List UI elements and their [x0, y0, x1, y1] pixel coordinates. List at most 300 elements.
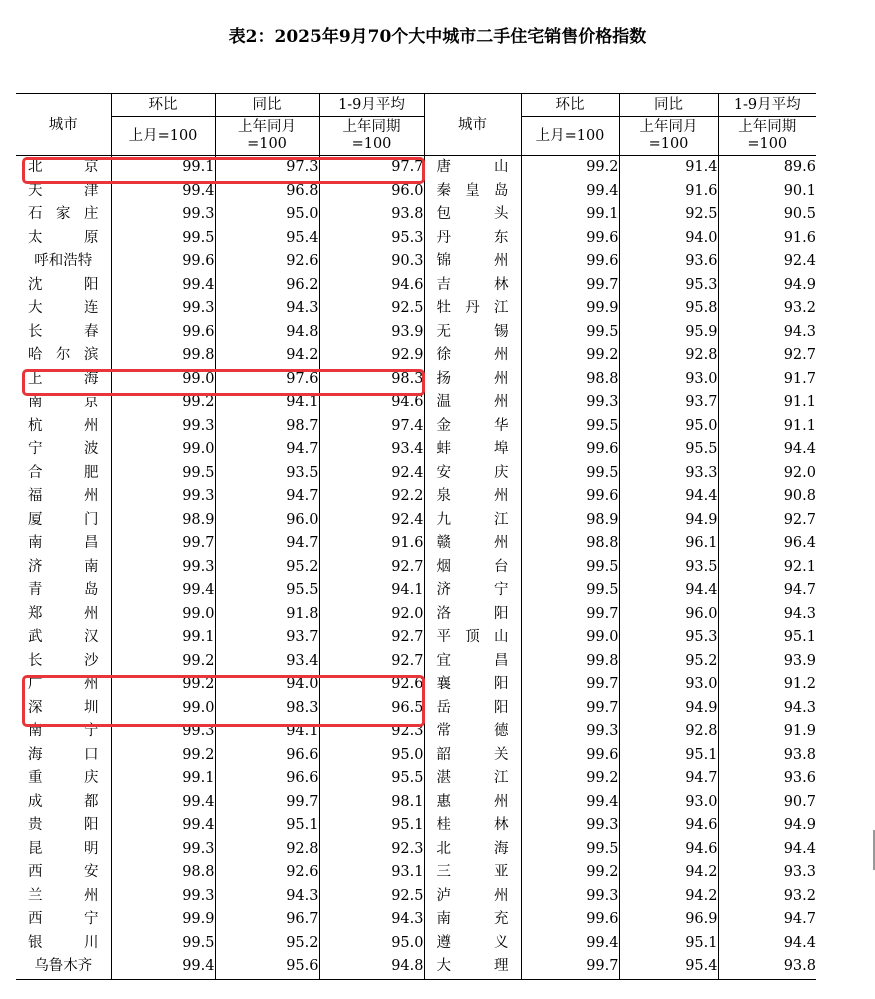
table-row	[16, 932, 816, 956]
city-name-text: 石 家 庄	[28, 206, 99, 222]
city-name-left	[16, 650, 111, 674]
city-name-text: 西 安	[28, 864, 99, 880]
mom-value: 99.4	[521, 180, 619, 204]
city-name-text: 银 川	[28, 934, 99, 951]
mom-value: 99.1	[111, 767, 215, 791]
city-name-text: 吉 林	[436, 276, 509, 293]
mom-value: 99.5	[521, 321, 619, 345]
mom-value: 99.8	[521, 650, 619, 674]
yoy-value: 94.7	[215, 485, 319, 509]
mom-value: 99.6	[521, 438, 619, 462]
city-name-text: 合 肥	[28, 464, 99, 481]
table-row	[16, 227, 816, 251]
avg-value: 92.6	[319, 673, 424, 697]
mom-value: 99.2	[521, 861, 619, 885]
yoy-value: 95.0	[215, 203, 319, 227]
city-name-left	[16, 274, 111, 298]
header-row-1	[16, 94, 816, 117]
yoy-value: 94.7	[215, 438, 319, 462]
city-name-text: 杭 州	[28, 417, 99, 434]
city-name-right	[424, 673, 521, 697]
city-name-text: 宁 波	[28, 441, 99, 457]
city-name-text: 北 海	[436, 840, 509, 857]
table-row	[16, 321, 816, 345]
mom-base-left: 上月=100	[111, 117, 215, 156]
city-name-left	[16, 556, 111, 580]
mom-value: 99.6	[521, 908, 619, 932]
highlight-beijing	[22, 157, 425, 184]
city-name-right	[424, 485, 521, 509]
city-name-text: 广 州	[28, 676, 99, 692]
avg-value: 93.9	[718, 650, 816, 674]
avg-value: 93.1	[319, 861, 424, 885]
city-name-left	[16, 415, 111, 439]
avg-value: 91.9	[718, 720, 816, 744]
table-row	[16, 814, 816, 838]
yoy-value: 93.7	[215, 626, 319, 650]
avg-value: 95.0	[319, 932, 424, 956]
mom-value: 98.9	[521, 509, 619, 533]
yoy-value: 91.6	[619, 180, 718, 204]
yoy-value: 93.6	[619, 250, 718, 274]
city-name-left	[16, 626, 111, 650]
mom-value: 98.9	[111, 509, 215, 533]
avg-value: 94.7	[718, 908, 816, 932]
mom-value: 99.4	[111, 955, 215, 979]
city-name-text: 湛 江	[436, 770, 509, 786]
table-row	[16, 626, 816, 650]
avg-value: 93.6	[718, 767, 816, 791]
city-name-left	[16, 250, 111, 274]
avg-header-right: 1-9月平均	[718, 94, 816, 117]
avg-value: 97.7	[319, 156, 424, 180]
mom-value: 99.3	[521, 885, 619, 909]
city-name-right	[424, 344, 521, 368]
avg-value: 94.4	[718, 438, 816, 462]
mom-value: 99.3	[111, 885, 215, 909]
avg-value: 94.3	[718, 321, 816, 345]
city-header-right: 城市	[424, 94, 521, 156]
mom-value: 98.8	[521, 532, 619, 556]
mom-value: 99.3	[111, 838, 215, 862]
city-name-right	[424, 838, 521, 862]
yoy-value: 92.5	[619, 203, 718, 227]
avg-value: 92.4	[718, 250, 816, 274]
city-name-text: 福 州	[28, 488, 99, 504]
avg-value: 93.3	[718, 861, 816, 885]
avg-value: 95.3	[319, 227, 424, 251]
city-name-right	[424, 791, 521, 815]
avg-value: 94.4	[718, 932, 816, 956]
yoy-value: 94.7	[619, 767, 718, 791]
city-name-right	[424, 227, 521, 251]
yoy-value: 95.4	[619, 955, 718, 979]
yoy-value: 96.6	[215, 744, 319, 768]
city-name-right	[424, 932, 521, 956]
avg-value: 92.3	[319, 838, 424, 862]
mom-value: 99.5	[111, 932, 215, 956]
avg-value: 92.7	[319, 626, 424, 650]
yoy-value: 94.2	[215, 344, 319, 368]
mom-value: 99.0	[111, 603, 215, 627]
avg-value: 91.1	[718, 415, 816, 439]
city-name-text: 上 海	[28, 370, 99, 387]
mom-value: 99.6	[111, 321, 215, 345]
table-row	[16, 744, 816, 768]
avg-base-right: 上年同期=100	[718, 117, 816, 156]
table-row	[16, 462, 816, 486]
city-name-text: 深 圳	[28, 699, 99, 716]
yoy-value: 95.0	[619, 415, 718, 439]
avg-value: 94.1	[319, 579, 424, 603]
city-name-right	[424, 391, 521, 415]
table-row	[16, 250, 816, 274]
table-title: 表2：2025年9月70个大中城市二手住宅销售价格指数	[228, 27, 647, 47]
avg-value: 92.0	[319, 603, 424, 627]
yoy-value: 94.1	[215, 720, 319, 744]
city-name-text: 太 原	[28, 229, 99, 246]
city-name-right	[424, 556, 521, 580]
avg-value: 93.9	[319, 321, 424, 345]
avg-value: 91.6	[718, 227, 816, 251]
city-name-text: 安 庆	[436, 464, 509, 481]
city-name-text: 惠 州	[436, 793, 509, 810]
yoy-value: 94.7	[215, 532, 319, 556]
mom-value: 99.4	[111, 579, 215, 603]
avg-value: 92.0	[718, 462, 816, 486]
yoy-value: 92.6	[215, 250, 319, 274]
avg-value: 94.9	[718, 814, 816, 838]
mom-value: 99.7	[521, 274, 619, 298]
yoy-value: 95.5	[215, 579, 319, 603]
city-name-text: 呼和浩特	[34, 253, 93, 269]
avg-value: 94.6	[319, 274, 424, 298]
avg-value: 92.7	[718, 344, 816, 368]
yoy-header-left: 同比	[215, 94, 319, 117]
mom-value: 99.6	[111, 250, 215, 274]
city-name-text: 宜 昌	[436, 652, 509, 669]
avg-value: 92.5	[319, 885, 424, 909]
yoy-value: 95.9	[619, 321, 718, 345]
avg-value: 91.7	[718, 368, 816, 392]
yoy-value: 94.9	[619, 509, 718, 533]
avg-value: 95.1	[718, 626, 816, 650]
city-name-right	[424, 180, 521, 204]
yoy-value: 96.8	[215, 180, 319, 204]
yoy-value: 92.6	[215, 861, 319, 885]
city-name-right	[424, 509, 521, 533]
city-name-left	[16, 744, 111, 768]
mom-value: 99.3	[521, 391, 619, 415]
city-name-right	[424, 368, 521, 392]
city-name-right	[424, 532, 521, 556]
yoy-value: 93.0	[619, 368, 718, 392]
city-name-left	[16, 509, 111, 533]
avg-value: 96.5	[319, 697, 424, 721]
avg-value: 94.3	[319, 908, 424, 932]
city-name-text: 包 头	[436, 206, 509, 222]
table-row	[16, 885, 816, 909]
avg-value: 92.1	[718, 556, 816, 580]
city-name-text: 泸 州	[436, 887, 509, 904]
city-name-right	[424, 156, 521, 180]
yoy-value: 94.3	[215, 885, 319, 909]
yoy-base-right: 上年同月=100	[619, 117, 718, 156]
city-name-text: 蚌 埠	[436, 441, 509, 457]
city-name-text: 长 沙	[28, 652, 99, 669]
yoy-value: 95.1	[619, 744, 718, 768]
yoy-value: 95.1	[215, 814, 319, 838]
city-name-text: 武 汉	[28, 629, 99, 645]
mom-value: 99.2	[521, 344, 619, 368]
city-name-text: 哈 尔 滨	[28, 347, 99, 363]
mom-value: 98.8	[111, 861, 215, 885]
yoy-value: 95.6	[215, 955, 319, 979]
table-row	[16, 861, 816, 885]
city-name-text: 锦 州	[436, 253, 509, 269]
city-name-text: 韶 关	[436, 746, 509, 763]
city-name-text: 西 宁	[28, 911, 99, 927]
avg-value: 95.1	[319, 814, 424, 838]
city-name-text: 牡 丹 江	[436, 300, 509, 316]
city-name-left	[16, 485, 111, 509]
mom-value: 99.7	[521, 603, 619, 627]
avg-value: 94.7	[718, 579, 816, 603]
yoy-value: 94.4	[619, 579, 718, 603]
city-name-right	[424, 250, 521, 274]
table-row	[16, 415, 816, 439]
mom-value: 99.4	[521, 791, 619, 815]
avg-value: 92.3	[319, 720, 424, 744]
city-name-text: 泉 州	[436, 488, 509, 504]
city-name-left	[16, 579, 111, 603]
table-row	[16, 485, 816, 509]
city-name-right	[424, 885, 521, 909]
yoy-value: 93.5	[619, 556, 718, 580]
city-name-text: 岳 阳	[436, 699, 509, 716]
yoy-value: 94.2	[619, 861, 718, 885]
mom-value: 99.3	[111, 297, 215, 321]
city-name-left	[16, 955, 111, 979]
mom-value: 99.9	[111, 908, 215, 932]
city-name-text: 无 锡	[436, 323, 509, 340]
mom-value: 99.6	[521, 227, 619, 251]
city-name-left	[16, 321, 111, 345]
table-row	[16, 438, 816, 462]
avg-value: 89.6	[718, 156, 816, 180]
highlight-guangzhou-shenzhen	[22, 675, 425, 727]
yoy-value: 96.1	[619, 532, 718, 556]
table-row	[16, 767, 816, 791]
mom-value: 99.4	[111, 274, 215, 298]
mom-value: 99.1	[111, 626, 215, 650]
mom-value: 99.9	[521, 297, 619, 321]
city-name-right	[424, 955, 521, 979]
yoy-value: 94.4	[619, 485, 718, 509]
yoy-value: 98.7	[215, 415, 319, 439]
city-name-right	[424, 438, 521, 462]
city-name-right	[424, 462, 521, 486]
city-name-text: 重 庆	[28, 770, 99, 786]
avg-value: 91.1	[718, 391, 816, 415]
mom-value: 99.5	[521, 579, 619, 603]
mom-value: 99.4	[111, 180, 215, 204]
yoy-value: 93.3	[619, 462, 718, 486]
yoy-value: 94.6	[619, 814, 718, 838]
city-name-text: 唐 山	[436, 159, 509, 175]
avg-value: 94.6	[319, 391, 424, 415]
city-name-text: 丹 东	[436, 229, 509, 246]
mom-value: 99.3	[111, 556, 215, 580]
table-row	[16, 955, 816, 979]
avg-value: 92.9	[319, 344, 424, 368]
yoy-header-right: 同比	[619, 94, 718, 117]
city-name-text: 昆 明	[28, 840, 99, 857]
avg-value: 98.1	[319, 791, 424, 815]
city-name-text: 九 江	[436, 511, 509, 528]
yoy-value: 95.3	[619, 626, 718, 650]
table-row	[16, 556, 816, 580]
mom-value: 99.2	[521, 156, 619, 180]
avg-value: 93.8	[718, 955, 816, 979]
mom-value: 99.5	[521, 838, 619, 862]
mom-header-right: 环比	[521, 94, 619, 117]
yoy-value: 95.2	[619, 650, 718, 674]
city-name-text: 烟 台	[436, 558, 509, 575]
city-name-text: 海 口	[28, 746, 99, 763]
mom-value: 99.3	[111, 720, 215, 744]
city-name-left	[16, 203, 111, 227]
highlight-shanghai	[22, 369, 425, 396]
city-name-right	[424, 297, 521, 321]
table-row	[16, 344, 816, 368]
city-name-left	[16, 532, 111, 556]
city-name-text: 桂 林	[436, 817, 509, 833]
city-name-right	[424, 650, 521, 674]
yoy-value: 94.0	[619, 227, 718, 251]
city-name-text: 乌鲁木齐	[34, 958, 93, 974]
mom-value: 99.3	[521, 814, 619, 838]
mom-value: 99.5	[111, 227, 215, 251]
yoy-value: 97.3	[215, 156, 319, 180]
city-name-left	[16, 438, 111, 462]
yoy-value: 91.4	[619, 156, 718, 180]
city-name-text: 温 州	[436, 394, 509, 410]
city-name-text: 常 德	[436, 723, 509, 739]
table-row	[16, 274, 816, 298]
avg-value: 90.3	[319, 250, 424, 274]
city-name-text: 赣 州	[436, 535, 509, 551]
city-name-text: 南 宁	[28, 723, 99, 739]
avg-value: 90.8	[718, 485, 816, 509]
yoy-value: 94.2	[619, 885, 718, 909]
yoy-value: 92.8	[619, 720, 718, 744]
table-row	[16, 579, 816, 603]
mom-value: 99.1	[521, 203, 619, 227]
yoy-value: 94.1	[215, 391, 319, 415]
mom-value: 99.6	[521, 744, 619, 768]
mom-value: 99.5	[521, 415, 619, 439]
table-row	[16, 532, 816, 556]
avg-value: 93.8	[718, 744, 816, 768]
yoy-value: 96.0	[215, 509, 319, 533]
city-name-text: 南 充	[436, 911, 509, 927]
yoy-value: 94.9	[619, 697, 718, 721]
avg-value: 94.9	[718, 274, 816, 298]
city-name-left	[16, 227, 111, 251]
mom-value: 99.0	[111, 438, 215, 462]
city-name-right	[424, 415, 521, 439]
yoy-value: 98.3	[215, 697, 319, 721]
city-name-text: 青 岛	[28, 582, 99, 598]
avg-value: 97.4	[319, 415, 424, 439]
mom-value: 99.2	[111, 391, 215, 415]
avg-value: 96.4	[718, 532, 816, 556]
yoy-value: 93.4	[215, 650, 319, 674]
yoy-value: 93.7	[619, 391, 718, 415]
yoy-value: 95.2	[215, 556, 319, 580]
mom-value: 99.5	[521, 462, 619, 486]
avg-value: 95.0	[319, 744, 424, 768]
yoy-value: 93.5	[215, 462, 319, 486]
city-name-text: 厦 门	[28, 511, 99, 528]
avg-header-left: 1-9月平均	[319, 94, 424, 117]
city-name-right	[424, 861, 521, 885]
city-name-text: 兰 州	[28, 887, 99, 904]
table-row	[16, 791, 816, 815]
city-name-text: 遵 义	[436, 934, 509, 951]
city-name-right	[424, 579, 521, 603]
mom-value: 99.3	[111, 415, 215, 439]
table-body	[16, 156, 816, 980]
city-name-text: 平 顶 山	[436, 629, 509, 645]
avg-value: 90.7	[718, 791, 816, 815]
city-name-text: 长 春	[28, 323, 99, 340]
city-name-left	[16, 932, 111, 956]
city-name-text: 三 亚	[436, 864, 509, 880]
city-name-left	[16, 297, 111, 321]
city-name-text: 郑 州	[28, 605, 99, 622]
city-name-text: 襄 阳	[436, 676, 509, 692]
city-name-right	[424, 603, 521, 627]
city-name-text: 徐 州	[436, 347, 509, 363]
yoy-value: 96.0	[619, 603, 718, 627]
city-name-left	[16, 791, 111, 815]
city-name-left	[16, 861, 111, 885]
avg-base-left: 上年同期=100	[319, 117, 424, 156]
city-name-left	[16, 885, 111, 909]
mom-value: 99.3	[111, 203, 215, 227]
yoy-value: 94.0	[215, 673, 319, 697]
city-name-text: 成 都	[28, 793, 99, 810]
mom-value: 99.4	[111, 791, 215, 815]
mom-value: 99.0	[111, 697, 215, 721]
mom-value: 98.8	[521, 368, 619, 392]
city-name-right	[424, 697, 521, 721]
city-header-left: 城市	[16, 94, 111, 156]
mom-value: 99.3	[521, 720, 619, 744]
avg-value: 95.5	[319, 767, 424, 791]
avg-value: 94.8	[319, 955, 424, 979]
city-name-right	[424, 814, 521, 838]
avg-value: 92.7	[319, 556, 424, 580]
yoy-value: 93.0	[619, 673, 718, 697]
city-name-text: 南 昌	[28, 535, 99, 551]
table-row	[16, 838, 816, 862]
avg-value: 92.4	[319, 462, 424, 486]
avg-value: 93.4	[319, 438, 424, 462]
mom-value: 99.8	[111, 344, 215, 368]
